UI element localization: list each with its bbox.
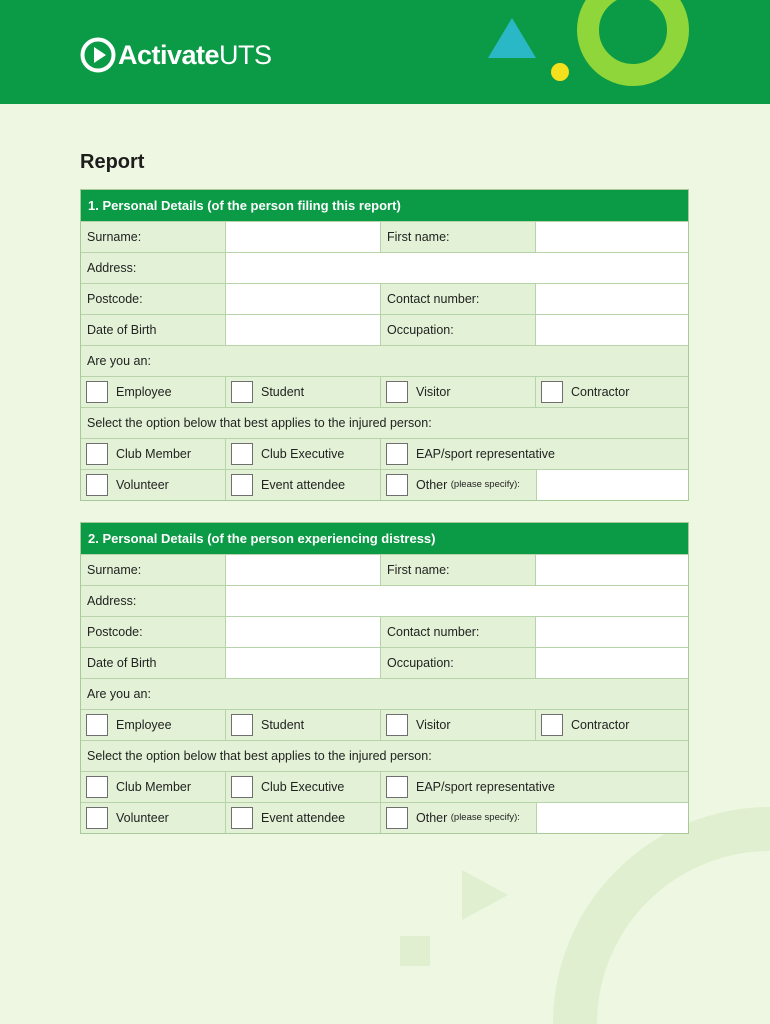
dob-field[interactable] <box>226 648 381 678</box>
teal-triangle-decoration <box>488 18 536 58</box>
other-checkbox[interactable] <box>386 807 408 829</box>
occupation-field[interactable] <box>536 315 688 345</box>
volunteer-label: Volunteer <box>116 811 169 825</box>
row-are-you <box>81 678 688 709</box>
option-employee <box>81 710 226 740</box>
event-attendee-checkbox[interactable] <box>231 807 253 829</box>
surname-field[interactable] <box>226 555 381 585</box>
section-2-form <box>80 522 689 834</box>
section-1-heading: 1. Personal Details (of the person filing this report) <box>81 190 688 221</box>
address-label: Address: <box>81 253 226 283</box>
student-label: Student <box>261 385 305 399</box>
row-postcode <box>81 283 688 314</box>
row-surname <box>81 221 688 252</box>
volunteer-checkbox[interactable] <box>86 474 108 496</box>
section-1-form <box>80 189 689 501</box>
event-attendee-checkbox[interactable] <box>231 474 253 496</box>
row-role-options <box>81 709 688 740</box>
row-select-option <box>81 407 688 438</box>
eap-label: EAP/sport representative <box>416 780 555 794</box>
student-label: Student <box>261 718 305 732</box>
row-address <box>81 585 688 616</box>
contractor-label: Contractor <box>571 718 630 732</box>
postcode-field[interactable] <box>226 617 381 647</box>
employee-label: Employee <box>116 718 172 732</box>
surname-label: Surname: <box>81 555 226 585</box>
select-option-label: Select the option below that best applies to the injured person: <box>81 408 688 438</box>
option-eap <box>381 772 688 802</box>
option-contractor <box>536 710 688 740</box>
row-dob <box>81 647 688 678</box>
club-executive-label: Club Executive <box>261 780 345 794</box>
club-executive-checkbox[interactable] <box>231 776 253 798</box>
logo-suffix-text: UTS <box>219 39 272 70</box>
option-employee <box>81 377 226 407</box>
postcode-field[interactable] <box>226 284 381 314</box>
club-member-label: Club Member <box>116 780 192 794</box>
dob-field[interactable] <box>226 315 381 345</box>
visitor-label: Visitor <box>416 718 451 732</box>
contact-number-label: Contact number: <box>381 284 536 314</box>
row-membership-options <box>81 771 688 802</box>
eap-label: EAP/sport representative <box>416 447 555 461</box>
visitor-label: Visitor <box>416 385 451 399</box>
option-event-attendee <box>226 803 381 833</box>
first-name-label: First name: <box>381 222 536 252</box>
eap-checkbox[interactable] <box>386 776 408 798</box>
employee-checkbox[interactable] <box>86 714 108 736</box>
student-checkbox[interactable] <box>231 714 253 736</box>
contractor-checkbox[interactable] <box>541 381 563 403</box>
play-circle-icon <box>80 37 116 73</box>
row-attendee-options <box>81 802 688 833</box>
dob-label: Date of Birth <box>81 315 226 345</box>
background-triangle-decoration <box>462 870 508 920</box>
background-square-decoration <box>400 936 430 966</box>
other-label: Other <box>416 478 448 492</box>
first-name-field[interactable] <box>536 555 688 585</box>
option-other <box>381 470 536 500</box>
volunteer-checkbox[interactable] <box>86 807 108 829</box>
row-attendee-options <box>81 469 688 500</box>
are-you-label: Are you an: <box>81 679 688 709</box>
volunteer-label: Volunteer <box>116 478 169 492</box>
other-specify-field[interactable] <box>536 470 688 500</box>
row-address <box>81 252 688 283</box>
event-attendee-label: Event attendee <box>261 811 346 825</box>
contact-number-label: Contact number: <box>381 617 536 647</box>
occupation-label: Occupation: <box>381 315 536 345</box>
contractor-checkbox[interactable] <box>541 714 563 736</box>
club-executive-label: Club Executive <box>261 447 345 461</box>
option-volunteer <box>81 803 226 833</box>
logo <box>80 36 272 74</box>
option-visitor <box>381 377 536 407</box>
dob-label: Date of Birth <box>81 648 226 678</box>
row-select-option <box>81 740 688 771</box>
club-member-checkbox[interactable] <box>86 443 108 465</box>
contractor-label: Contractor <box>571 385 630 399</box>
other-specify-field[interactable] <box>536 803 688 833</box>
address-field[interactable] <box>226 253 688 283</box>
other-label: Other <box>416 811 448 825</box>
surname-label: Surname: <box>81 222 226 252</box>
row-are-you <box>81 345 688 376</box>
option-visitor <box>381 710 536 740</box>
row-role-options <box>81 376 688 407</box>
option-club-executive <box>226 772 381 802</box>
club-member-checkbox[interactable] <box>86 776 108 798</box>
employee-checkbox[interactable] <box>86 381 108 403</box>
option-club-member <box>81 772 226 802</box>
option-club-executive <box>226 439 381 469</box>
page-title: Report <box>80 151 145 173</box>
student-checkbox[interactable] <box>231 381 253 403</box>
row-membership-options <box>81 438 688 469</box>
occupation-field[interactable] <box>536 648 688 678</box>
header-banner <box>0 0 770 104</box>
option-volunteer <box>81 470 226 500</box>
row-surname <box>81 554 688 585</box>
surname-field[interactable] <box>226 222 381 252</box>
visitor-checkbox[interactable] <box>386 714 408 736</box>
option-contractor <box>536 377 688 407</box>
please-specify-label: (please specify): <box>450 812 520 823</box>
are-you-label: Are you an: <box>81 346 688 376</box>
option-club-member <box>81 439 226 469</box>
address-field[interactable] <box>226 586 688 616</box>
option-eap <box>381 439 688 469</box>
postcode-label: Postcode: <box>81 617 226 647</box>
contact-number-field[interactable] <box>536 617 688 647</box>
option-student <box>226 710 381 740</box>
section-2-heading: 2. Personal Details (of the person experiencing distress) <box>81 523 688 554</box>
occupation-label: Occupation: <box>381 648 536 678</box>
first-name-label: First name: <box>381 555 536 585</box>
postcode-label: Postcode: <box>81 284 226 314</box>
address-label: Address: <box>81 586 226 616</box>
row-dob <box>81 314 688 345</box>
contact-number-field[interactable] <box>536 284 688 314</box>
please-specify-label: (please specify): <box>450 479 520 490</box>
yellow-dot-decoration <box>550 62 570 82</box>
other-checkbox[interactable] <box>386 474 408 496</box>
lime-ring-decoration <box>574 0 692 90</box>
event-attendee-label: Event attendee <box>261 478 346 492</box>
eap-checkbox[interactable] <box>386 443 408 465</box>
option-other <box>381 803 536 833</box>
first-name-field[interactable] <box>536 222 688 252</box>
select-option-label: Select the option below that best applies to the injured person: <box>81 741 688 771</box>
employee-label: Employee <box>116 385 172 399</box>
row-postcode <box>81 616 688 647</box>
option-event-attendee <box>226 470 381 500</box>
visitor-checkbox[interactable] <box>386 381 408 403</box>
club-member-label: Club Member <box>116 447 192 461</box>
logo-brand-text: Activate <box>118 39 220 70</box>
option-student <box>226 377 381 407</box>
club-executive-checkbox[interactable] <box>231 443 253 465</box>
